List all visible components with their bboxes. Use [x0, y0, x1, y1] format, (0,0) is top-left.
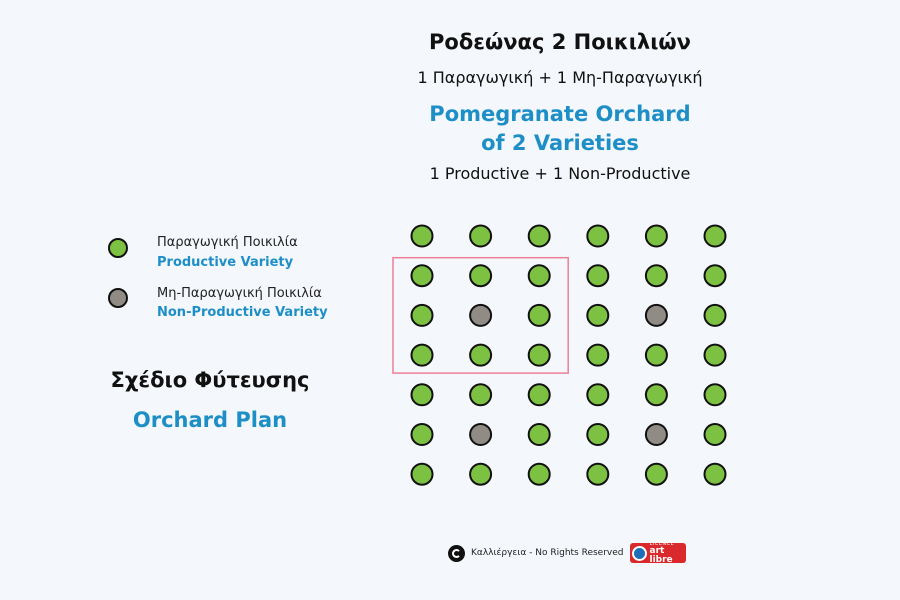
productive-tree — [412, 345, 433, 366]
licence-art-libre-icon — [632, 546, 647, 561]
subtitle-english: 1 Productive + 1 Non-Productive — [429, 164, 691, 183]
licence-top-text: LICENCE — [649, 540, 675, 547]
productive-tree — [705, 226, 726, 247]
productive-tree — [705, 265, 726, 286]
productive-tree — [412, 226, 433, 247]
non-productive-tree — [470, 305, 491, 326]
non-productive-tree — [646, 424, 667, 445]
productive-tree — [470, 384, 491, 405]
productive-tree — [705, 424, 726, 445]
productive-tree — [705, 345, 726, 366]
subtitle-greek: 1 Παραγωγική + 1 Μη-Παραγωγική — [417, 68, 703, 87]
legend-non-productive-label-en: Non-Productive Variety — [157, 305, 328, 320]
legend-productive-label-gr: Παραγωγική Ποικιλία — [157, 235, 298, 250]
productive-tree — [705, 464, 726, 485]
footer — [448, 540, 686, 565]
productive-tree — [529, 265, 550, 286]
title-english-line2: of 2 Varieties — [481, 131, 639, 155]
footer-text: Καλλιέργεια - No Rights Reserved — [471, 548, 624, 558]
productive-tree — [412, 464, 433, 485]
productive-tree — [412, 384, 433, 405]
productive-tree — [470, 226, 491, 247]
productive-tree — [646, 384, 667, 405]
non-productive-tree — [470, 424, 491, 445]
productive-tree — [646, 464, 667, 485]
non-productive-tree — [646, 305, 667, 326]
legend-non-productive-label-gr: Μη-Παραγωγική Ποικιλία — [157, 286, 322, 301]
productive-tree — [587, 424, 608, 445]
productive-tree — [529, 226, 550, 247]
productive-tree — [587, 226, 608, 247]
productive-tree — [470, 265, 491, 286]
productive-tree — [705, 384, 726, 405]
licence-art-libre-badge[interactable] — [630, 540, 686, 565]
productive-tree — [587, 384, 608, 405]
productive-tree — [412, 424, 433, 445]
legend-productive-label-en: Productive Variety — [157, 255, 294, 270]
plan-title-greek: Σχέδιο Φύτευσης — [110, 368, 310, 392]
productive-tree — [412, 305, 433, 326]
productive-tree — [529, 464, 550, 485]
productive-tree — [412, 265, 433, 286]
productive-tree — [529, 384, 550, 405]
productive-tree — [529, 345, 550, 366]
productive-tree — [587, 345, 608, 366]
productive-tree — [587, 464, 608, 485]
productive-tree — [587, 305, 608, 326]
productive-tree — [705, 305, 726, 326]
licence-bottom-text: art libre — [649, 545, 673, 565]
productive-tree — [587, 265, 608, 286]
plan-title-english: Orchard Plan — [132, 408, 288, 432]
copyleft-icon — [448, 545, 465, 562]
productive-tree — [529, 424, 550, 445]
title-greek: Ροδεώνας 2 Ποικιλιών — [429, 30, 691, 54]
productive-tree — [646, 345, 667, 366]
productive-tree — [646, 226, 667, 247]
title-english-line1: Pomegranate Orchard — [429, 102, 691, 126]
productive-tree — [529, 305, 550, 326]
productive-tree — [646, 265, 667, 286]
productive-tree — [470, 464, 491, 485]
productive-tree — [470, 345, 491, 366]
